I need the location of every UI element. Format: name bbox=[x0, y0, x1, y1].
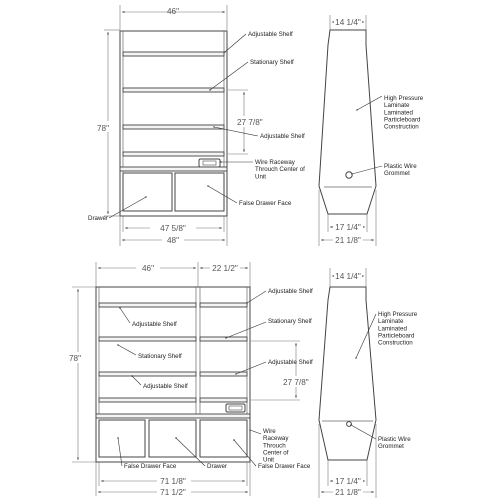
bottom-label-adjustable-shelf-center: Adjustable Shelf bbox=[143, 383, 188, 390]
bottom-side-construction-label: High Pressure Laminate Laminated Particleboard Construction bbox=[378, 311, 418, 347]
bottom-label-adjustable-shelf-right-low: Adjustable Shelf bbox=[268, 359, 313, 366]
top-side-top-depth-dim: 14 1/4" bbox=[335, 18, 361, 27]
top-label-adjustable-shelf-2: Adjustable Shelf bbox=[260, 133, 305, 140]
top-side-view bbox=[319, 15, 424, 246]
top-label-wire-raceway: Wire Raceway Throuch Center of Unit bbox=[255, 159, 305, 181]
bottom-front-view bbox=[68, 262, 315, 497]
top-label-stationary-shelf: Stationary Shelf bbox=[250, 59, 294, 66]
top-side-grommet-label: Plastic Wire Grommet bbox=[384, 163, 417, 178]
bottom-label-adjustable-shelf-right-top: Adjustable Shelf bbox=[268, 288, 313, 295]
top-front-base-inner-dim: 47 5/8" bbox=[160, 224, 186, 233]
bottom-front-shelf-gap-dim: 27 7/8" bbox=[283, 378, 309, 387]
top-side-base-inner-dim: 17 1/4" bbox=[335, 223, 361, 232]
bottom-label-adjustable-shelf-left: Adjustable Shelf bbox=[132, 321, 177, 328]
top-front-shelf-gap-dim: 27 7/8" bbox=[237, 118, 263, 127]
top-front-height-dim: 78" bbox=[97, 124, 110, 133]
top-label-false-drawer-face: False Drawer Face bbox=[239, 200, 292, 207]
bottom-side-base-outer-dim: 21 1/8" bbox=[335, 488, 361, 497]
top-front-view bbox=[88, 5, 305, 246]
bottom-side-grommet-label: Plastic Wire Grommet bbox=[378, 436, 411, 451]
top-side-base-outer-dim: 21 1/8" bbox=[335, 236, 361, 245]
bottom-front-width-main-dim: 46" bbox=[141, 264, 155, 273]
bottom-side-view bbox=[319, 268, 418, 498]
bottom-front-height-dim: 78" bbox=[69, 354, 82, 363]
top-side-construction-label: High Pressure Laminate Laminated Particleboard Construction bbox=[384, 95, 424, 131]
bottom-side-top-depth-dim: 14 1/4" bbox=[335, 272, 361, 281]
bottom-front-width-side-dim: 22 1/2" bbox=[212, 264, 238, 273]
top-label-drawer: Drawer bbox=[88, 215, 108, 222]
bottom-label-false-drawer-face-left: False Drawer Face bbox=[124, 463, 177, 470]
bottom-front-base-inner-dim: 71 1/8" bbox=[160, 477, 186, 486]
bottom-label-drawer: Drawer bbox=[207, 463, 227, 470]
bottom-label-stationary-shelf-right: Stationary Shelf bbox=[268, 318, 312, 325]
bottom-label-false-drawer-face-right: False Drawer Face bbox=[258, 463, 311, 470]
top-front-width-dim: 46" bbox=[166, 7, 180, 16]
bottom-label-stationary-shelf-left: Stationary Shelf bbox=[138, 353, 182, 360]
top-label-adjustable-shelf-1: Adjustable Shelf bbox=[248, 31, 293, 38]
bottom-front-base-outer-dim: 71 1/2" bbox=[160, 488, 186, 497]
bottom-label-wire-raceway: Wire Raceway Throuch Center of Unit bbox=[263, 428, 289, 464]
top-front-base-outer-dim: 48" bbox=[166, 236, 180, 245]
bottom-side-base-inner-dim: 17 1/4" bbox=[335, 477, 361, 486]
